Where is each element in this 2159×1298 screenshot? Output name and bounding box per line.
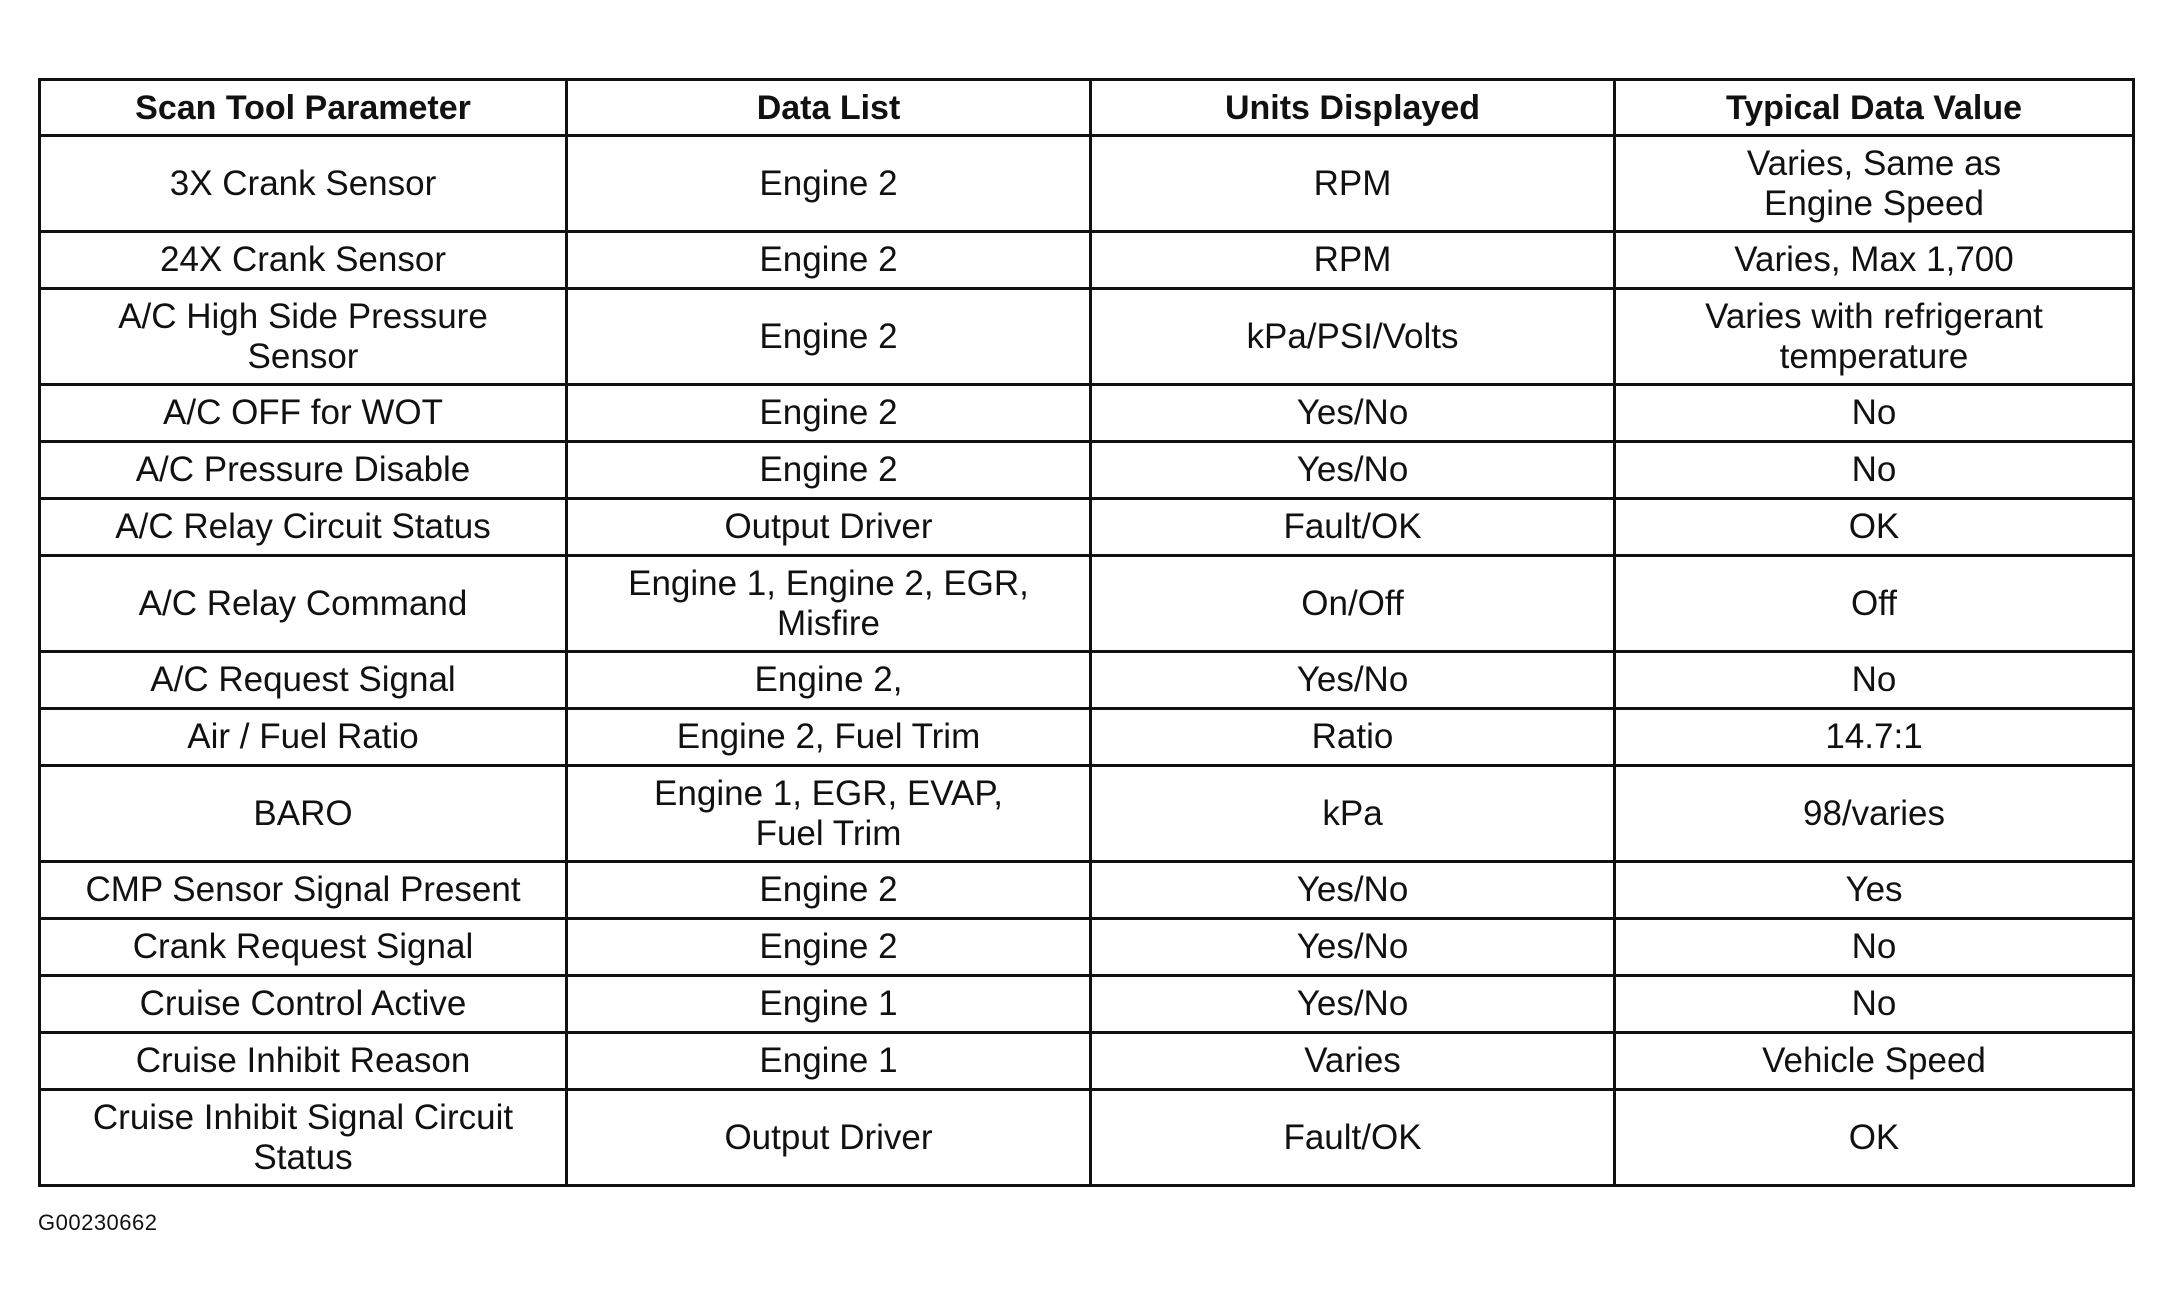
cell-data-list: Engine 1 <box>567 1033 1091 1090</box>
cell-parameter: A/C OFF for WOT <box>40 385 567 442</box>
table-row <box>40 709 2134 766</box>
cell-parameter: A/C High Side Pressure Sensor <box>40 289 567 385</box>
table-row <box>40 136 2134 232</box>
cell-units: Yes/No <box>1091 652 1615 709</box>
table-body <box>40 136 2134 1186</box>
cell-typical-value: No <box>1615 442 2134 499</box>
cell-parameter: A/C Request Signal <box>40 652 567 709</box>
cell-data-list: Engine 2, Fuel Trim <box>567 709 1091 766</box>
cell-data-list: Output Driver <box>567 499 1091 556</box>
cell-units: kPa <box>1091 766 1615 862</box>
cell-units: Yes/No <box>1091 385 1615 442</box>
cell-data-list: Engine 1 <box>567 976 1091 1033</box>
cell-data-list: Engine 2 <box>567 862 1091 919</box>
header-typical-data-value: Typical Data Value <box>1615 80 2134 136</box>
cell-data-list: Engine 2 <box>567 232 1091 289</box>
cell-parameter: Cruise Inhibit Reason <box>40 1033 567 1090</box>
cell-typical-value: No <box>1615 652 2134 709</box>
table-row <box>40 652 2134 709</box>
header-data-list: Data List <box>567 80 1091 136</box>
scan-tool-data-table <box>38 78 2135 1187</box>
figure-id-label: G00230662 <box>38 1210 158 1235</box>
table-row <box>40 385 2134 442</box>
cell-parameter: A/C Relay Circuit Status <box>40 499 567 556</box>
cell-units: Yes/No <box>1091 442 1615 499</box>
cell-typical-value: Yes <box>1615 862 2134 919</box>
cell-typical-value: Off <box>1615 556 2134 652</box>
cell-typical-value: 14.7:1 <box>1615 709 2134 766</box>
table-header-row <box>40 80 2134 136</box>
cell-typical-value: 98/varies <box>1615 766 2134 862</box>
cell-typical-value: No <box>1615 919 2134 976</box>
cell-data-list: Output Driver <box>567 1090 1091 1186</box>
cell-data-list: Engine 2, <box>567 652 1091 709</box>
cell-units: RPM <box>1091 136 1615 232</box>
table-row <box>40 766 2134 862</box>
cell-units: Yes/No <box>1091 862 1615 919</box>
cell-parameter: A/C Pressure Disable <box>40 442 567 499</box>
cell-data-list: Engine 2 <box>567 919 1091 976</box>
cell-typical-value: Vehicle Speed <box>1615 1033 2134 1090</box>
table-row <box>40 862 2134 919</box>
table-row <box>40 289 2134 385</box>
cell-units: Fault/OK <box>1091 1090 1615 1186</box>
cell-typical-value: OK <box>1615 499 2134 556</box>
cell-parameter: Cruise Control Active <box>40 976 567 1033</box>
table-row <box>40 1090 2134 1186</box>
table-row <box>40 556 2134 652</box>
cell-units: Yes/No <box>1091 976 1615 1033</box>
cell-parameter: 24X Crank Sensor <box>40 232 567 289</box>
cell-data-list: Engine 1, EGR, EVAP, Fuel Trim <box>567 766 1091 862</box>
cell-typical-value: Varies, Same as Engine Speed <box>1615 136 2134 232</box>
header-units-displayed: Units Displayed <box>1091 80 1615 136</box>
cell-parameter: Crank Request Signal <box>40 919 567 976</box>
cell-parameter: A/C Relay Command <box>40 556 567 652</box>
cell-parameter: CMP Sensor Signal Present <box>40 862 567 919</box>
cell-typical-value: Varies, Max 1,700 <box>1615 232 2134 289</box>
table-row <box>40 919 2134 976</box>
table-row <box>40 442 2134 499</box>
cell-parameter: 3X Crank Sensor <box>40 136 567 232</box>
cell-data-list: Engine 1, Engine 2, EGR, Misfire <box>567 556 1091 652</box>
cell-units: Yes/No <box>1091 919 1615 976</box>
table-row <box>40 499 2134 556</box>
cell-data-list: Engine 2 <box>567 442 1091 499</box>
cell-data-list: Engine 2 <box>567 136 1091 232</box>
cell-data-list: Engine 2 <box>567 289 1091 385</box>
cell-parameter: Cruise Inhibit Signal Circuit Status <box>40 1090 567 1186</box>
cell-units: On/Off <box>1091 556 1615 652</box>
cell-data-list: Engine 2 <box>567 385 1091 442</box>
cell-units: Ratio <box>1091 709 1615 766</box>
cell-typical-value: No <box>1615 385 2134 442</box>
table-row <box>40 232 2134 289</box>
table-row <box>40 976 2134 1033</box>
cell-parameter: BARO <box>40 766 567 862</box>
cell-units: kPa/PSI/Volts <box>1091 289 1615 385</box>
cell-parameter: Air / Fuel Ratio <box>40 709 567 766</box>
cell-typical-value: Varies with refrigerant temperature <box>1615 289 2134 385</box>
cell-units: Fault/OK <box>1091 499 1615 556</box>
cell-typical-value: OK <box>1615 1090 2134 1186</box>
table-row <box>40 1033 2134 1090</box>
cell-units: Varies <box>1091 1033 1615 1090</box>
cell-units: RPM <box>1091 232 1615 289</box>
header-scan-tool-parameter: Scan Tool Parameter <box>40 80 567 136</box>
cell-typical-value: No <box>1615 976 2134 1033</box>
